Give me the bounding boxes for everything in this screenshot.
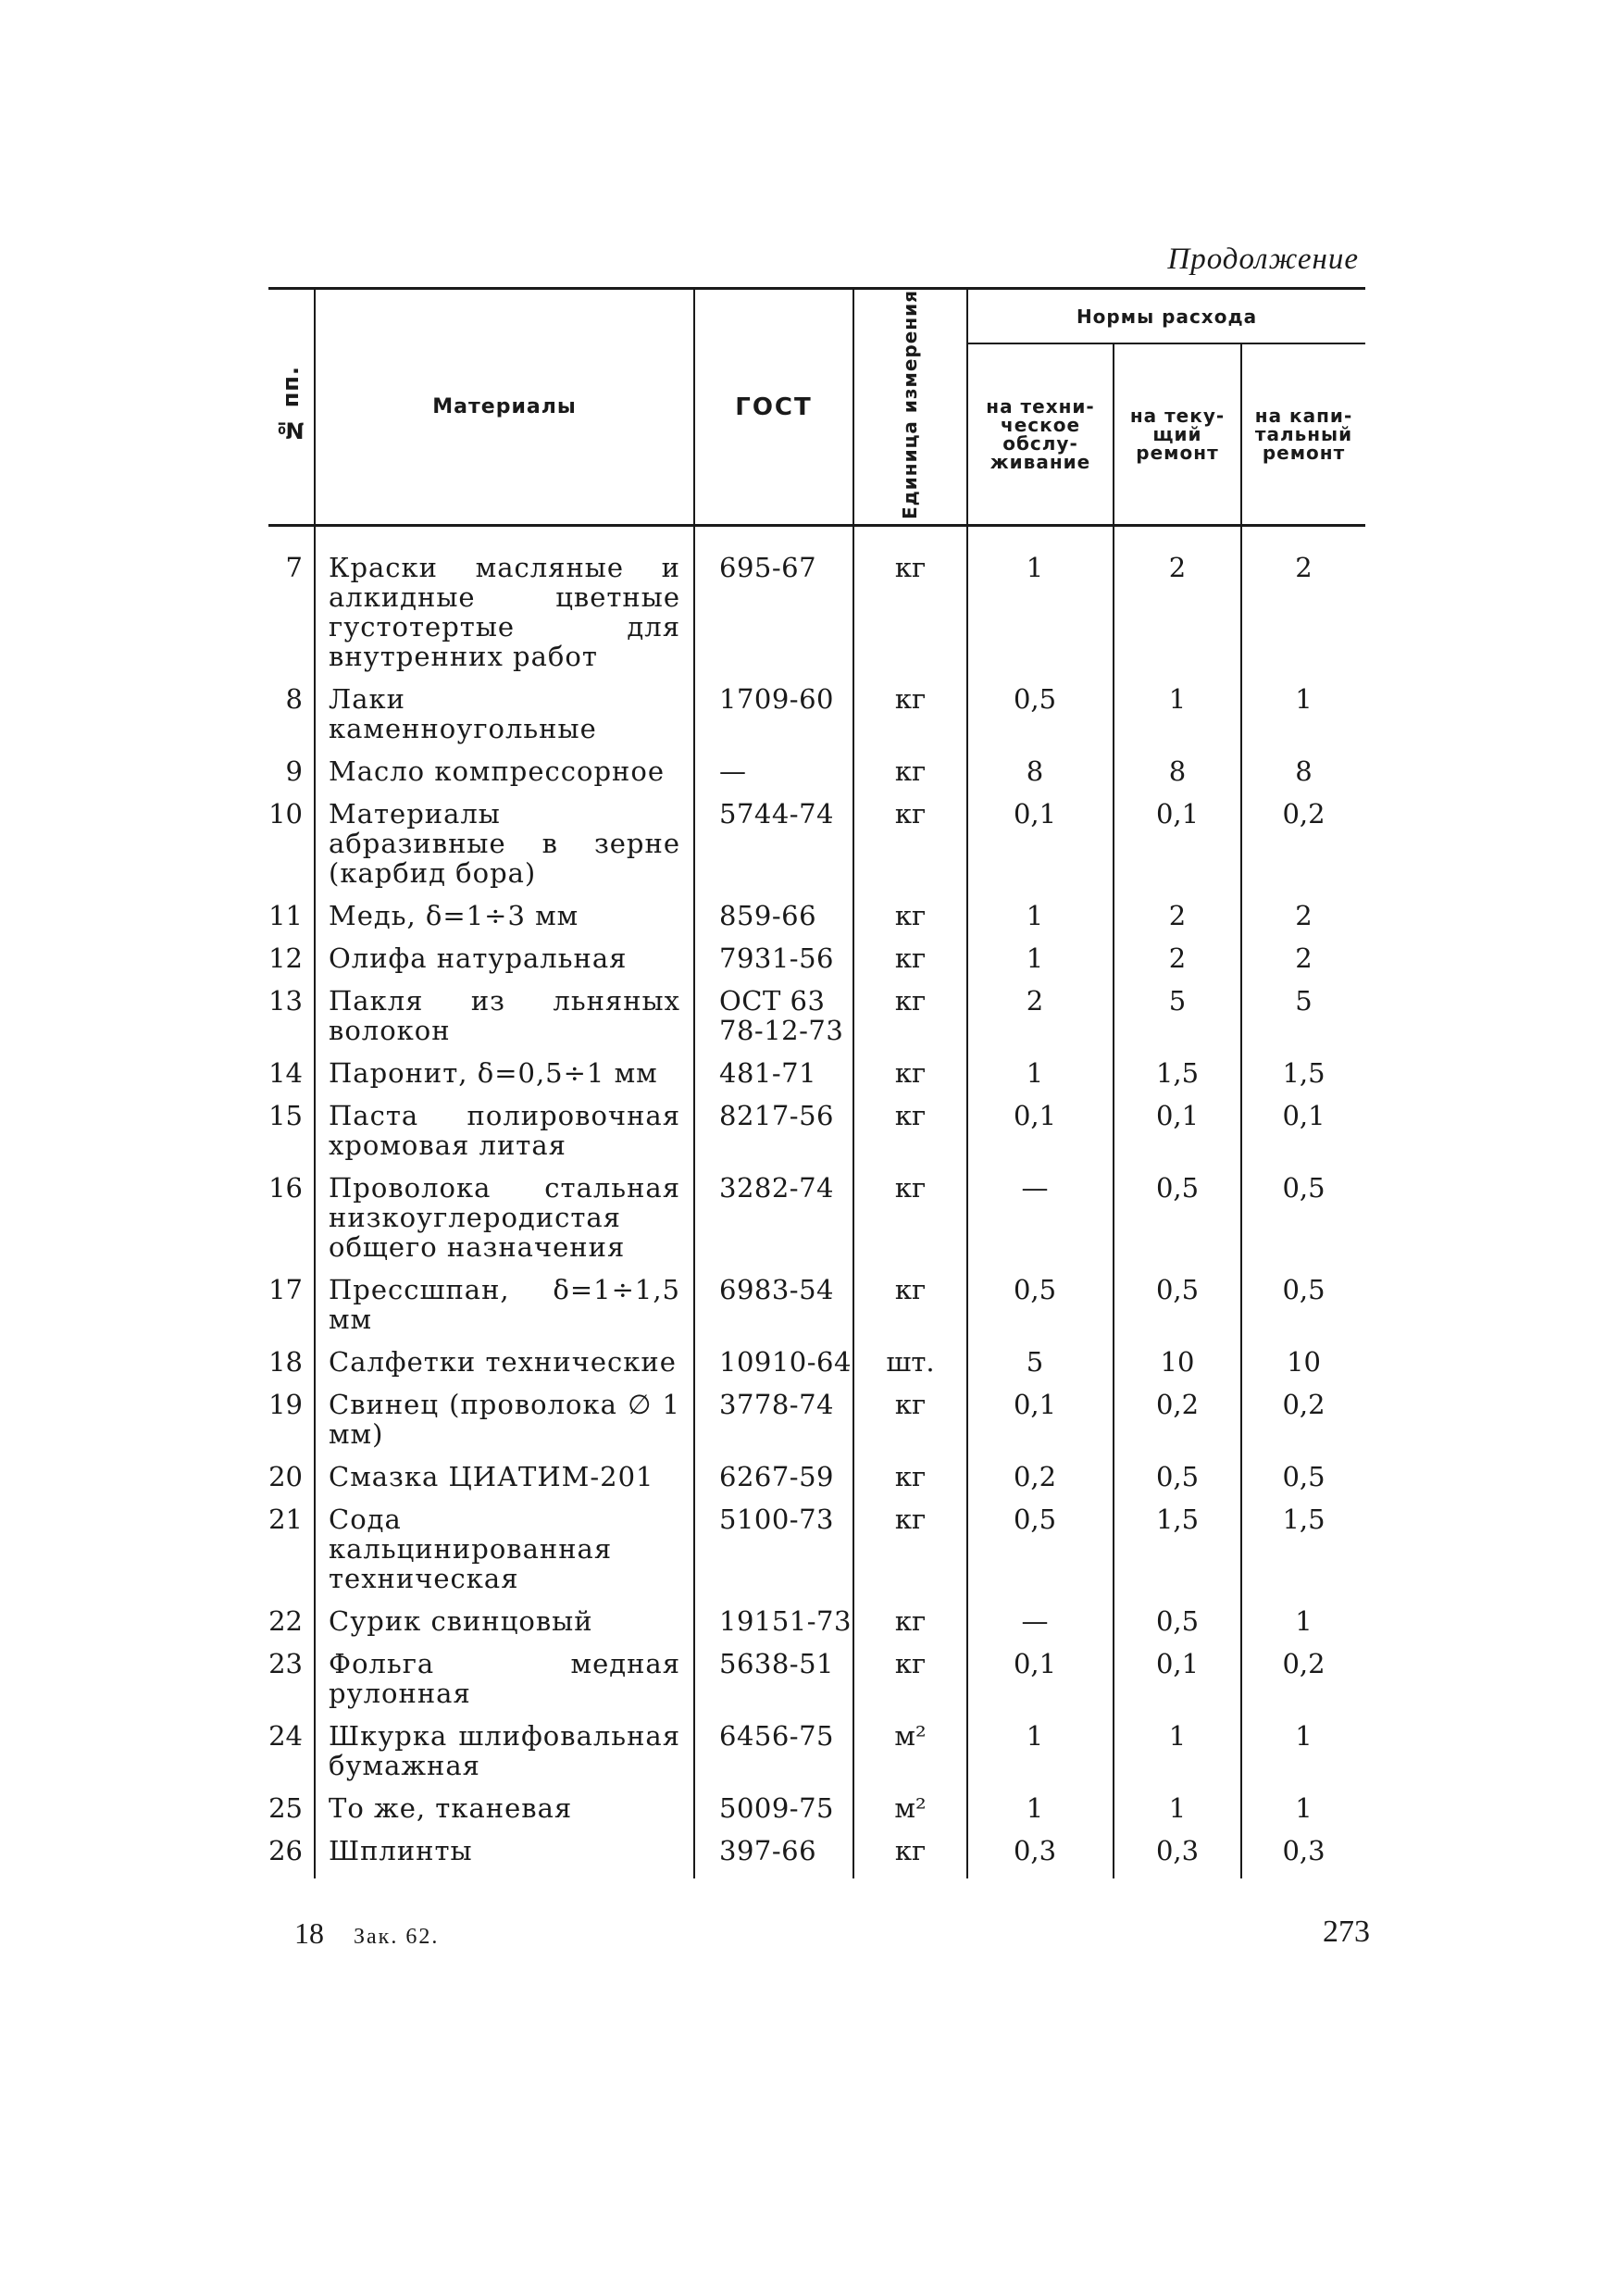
gost-code: 3282-74 bbox=[694, 1173, 853, 1275]
norm-current-repair: 1 bbox=[1114, 1721, 1241, 1793]
norm-capital-repair: 2 bbox=[1241, 526, 1365, 685]
material-name: Паста полировочная хромовая литая bbox=[315, 1101, 694, 1173]
unit-of-measure: кг bbox=[853, 943, 967, 986]
unit-of-measure: м² bbox=[853, 1721, 967, 1793]
norm-maintenance: 1 bbox=[967, 901, 1114, 943]
table-row bbox=[268, 1462, 1365, 1504]
unit-of-measure: кг bbox=[853, 1058, 967, 1101]
table-row bbox=[268, 1721, 1365, 1793]
row-number: 13 bbox=[268, 985, 303, 1017]
column-header-material: Материалы bbox=[315, 289, 694, 526]
norm-maintenance: 1 bbox=[967, 1721, 1114, 1793]
gost-code: 19151-73 bbox=[694, 1606, 853, 1649]
column-header-unit: Единица измерения bbox=[853, 289, 967, 526]
gost-code: 859-66 bbox=[694, 901, 853, 943]
unit-of-measure: кг bbox=[853, 1606, 967, 1649]
norm-current-repair: 2 bbox=[1114, 901, 1241, 943]
table-row bbox=[268, 526, 1365, 685]
unit-of-measure: кг bbox=[853, 901, 967, 943]
norm-maintenance: 2 bbox=[967, 986, 1114, 1058]
norm-maintenance: 1 bbox=[967, 526, 1114, 685]
row-number: 20 bbox=[268, 1461, 303, 1493]
row-number: 18 bbox=[268, 1346, 303, 1379]
row-number: 24 bbox=[268, 1720, 303, 1753]
table-row bbox=[268, 1390, 1365, 1462]
row-number: 14 bbox=[268, 1057, 303, 1090]
table-row bbox=[268, 943, 1365, 986]
norm-current-repair: 0,1 bbox=[1114, 1649, 1241, 1721]
unit-of-measure: кг bbox=[853, 1504, 967, 1606]
unit-of-measure: кг bbox=[853, 986, 967, 1058]
norm-maintenance: 0,5 bbox=[967, 1504, 1114, 1606]
column-group-norms: Нормы расхода bbox=[967, 289, 1365, 344]
norm-current-repair: 8 bbox=[1114, 756, 1241, 799]
norm-current-repair: 0,1 bbox=[1114, 1101, 1241, 1173]
norm-capital-repair: 1 bbox=[1241, 684, 1365, 756]
norm-current-repair: 0,2 bbox=[1114, 1390, 1241, 1462]
table-row bbox=[268, 1793, 1365, 1836]
table-row bbox=[268, 684, 1365, 756]
gost-code: 8217-56 bbox=[694, 1101, 853, 1173]
gost-code: 5744-74 bbox=[694, 799, 853, 901]
norm-capital-repair: 5 bbox=[1241, 986, 1365, 1058]
norm-capital-repair: 0,3 bbox=[1241, 1836, 1365, 1878]
table-row bbox=[268, 1173, 1365, 1275]
table-row bbox=[268, 986, 1365, 1058]
norm-current-repair: 2 bbox=[1114, 526, 1241, 685]
material-name: Шплинты bbox=[315, 1836, 694, 1878]
table-row bbox=[268, 1058, 1365, 1101]
gost-code: 7931-56 bbox=[694, 943, 853, 986]
norm-current-repair: 2 bbox=[1114, 943, 1241, 986]
unit-of-measure: кг bbox=[853, 799, 967, 901]
unit-of-measure: кг bbox=[853, 1173, 967, 1275]
gost-code: 5638-51 bbox=[694, 1649, 853, 1721]
gost-code: 695-67 bbox=[694, 526, 853, 685]
unit-of-measure: кг bbox=[853, 1462, 967, 1504]
row-number: 10 bbox=[268, 798, 303, 830]
material-name: Олифа натуральная bbox=[315, 943, 694, 986]
gost-code: 1709-60 bbox=[694, 684, 853, 756]
norm-maintenance: 0,1 bbox=[967, 1101, 1114, 1173]
norm-maintenance: 1 bbox=[967, 943, 1114, 986]
norm-maintenance: 0,1 bbox=[967, 1390, 1114, 1462]
row-number: 26 bbox=[268, 1835, 303, 1867]
gost-code: 3778-74 bbox=[694, 1390, 853, 1462]
unit-of-measure: кг bbox=[853, 526, 967, 685]
material-name: Смазка ЦИАТИМ-201 bbox=[315, 1462, 694, 1504]
norm-current-repair: 0,5 bbox=[1114, 1462, 1241, 1504]
norm-capital-repair: 0,5 bbox=[1241, 1275, 1365, 1347]
gost-code: 6983-54 bbox=[694, 1275, 853, 1347]
unit-of-measure: кг bbox=[853, 1649, 967, 1721]
norm-current-repair: 1 bbox=[1114, 1793, 1241, 1836]
norm-capital-repair: 1 bbox=[1241, 1721, 1365, 1793]
norm-current-repair: 0,1 bbox=[1114, 799, 1241, 901]
row-number: 7 bbox=[285, 552, 303, 584]
norm-capital-repair: 2 bbox=[1241, 943, 1365, 986]
material-name: Салфетки технические bbox=[315, 1347, 694, 1390]
material-name: Проволока стальная низкоуглеродистая общего назначения bbox=[315, 1173, 694, 1275]
norm-maintenance: 0,1 bbox=[967, 1649, 1114, 1721]
material-name: Медь, δ=1÷3 мм bbox=[315, 901, 694, 943]
unit-of-measure: кг bbox=[853, 1101, 967, 1173]
material-name: Свинец (проволока ∅ 1 мм) bbox=[315, 1390, 694, 1462]
norm-maintenance: 0,5 bbox=[967, 684, 1114, 756]
norm-current-repair: 1,5 bbox=[1114, 1504, 1241, 1606]
norm-maintenance: 0,2 bbox=[967, 1462, 1114, 1504]
norm-current-repair: 0,5 bbox=[1114, 1173, 1241, 1275]
unit-of-measure: кг bbox=[853, 684, 967, 756]
row-number: 17 bbox=[268, 1274, 303, 1306]
column-header-gost: ГОСТ bbox=[694, 289, 853, 526]
gost-code: 5009-75 bbox=[694, 1793, 853, 1836]
material-name: Паронит, δ=0,5÷1 мм bbox=[315, 1058, 694, 1101]
material-name: Масло компрессорное bbox=[315, 756, 694, 799]
table-body bbox=[268, 526, 1365, 1879]
row-number: 16 bbox=[268, 1172, 303, 1204]
norm-maintenance: 5 bbox=[967, 1347, 1114, 1390]
gost-code: 397-66 bbox=[694, 1836, 853, 1878]
norm-current-repair: 1,5 bbox=[1114, 1058, 1241, 1101]
signature-mark: 18 bbox=[294, 1916, 324, 1950]
table-row bbox=[268, 1347, 1365, 1390]
norm-capital-repair: 0,2 bbox=[1241, 1649, 1365, 1721]
row-number: 23 bbox=[268, 1648, 303, 1680]
row-number: 19 bbox=[268, 1389, 303, 1421]
gost-code: 10910-64 bbox=[694, 1347, 853, 1390]
continued-label: Продолжение bbox=[1167, 243, 1359, 276]
gost-code: — bbox=[694, 756, 853, 799]
norm-maintenance: 8 bbox=[967, 756, 1114, 799]
norm-maintenance: 0,1 bbox=[967, 799, 1114, 901]
row-number: 9 bbox=[285, 755, 303, 788]
column-header-capital-repair: на капи- тальный ремонт bbox=[1241, 343, 1365, 525]
column-header-number: № пп. bbox=[268, 289, 315, 526]
table-row bbox=[268, 1275, 1365, 1347]
column-header-current-repair: на теку- щий ремонт bbox=[1114, 343, 1241, 525]
gost-code: ОСТ 63 78-12-73 bbox=[694, 986, 853, 1058]
gost-code: 5100-73 bbox=[694, 1504, 853, 1606]
norm-current-repair: 5 bbox=[1114, 986, 1241, 1058]
unit-of-measure: кг bbox=[853, 756, 967, 799]
table-header bbox=[268, 289, 1365, 526]
norm-capital-repair: 10 bbox=[1241, 1347, 1365, 1390]
material-name: Пакля из льняных волокон bbox=[315, 986, 694, 1058]
norm-maintenance: — bbox=[967, 1606, 1114, 1649]
consumption-norms-table-wrap bbox=[268, 287, 1365, 1878]
material-name: Материалы абразивные в зерне (карбид бора) bbox=[315, 799, 694, 901]
table-row bbox=[268, 1101, 1365, 1173]
norm-current-repair: 0,5 bbox=[1114, 1606, 1241, 1649]
material-name: То же, тканевая bbox=[315, 1793, 694, 1836]
norm-capital-repair: 2 bbox=[1241, 901, 1365, 943]
norm-maintenance: 0,3 bbox=[967, 1836, 1114, 1878]
norm-capital-repair: 1 bbox=[1241, 1606, 1365, 1649]
page-number: 273 bbox=[1323, 1915, 1370, 1949]
row-number: 21 bbox=[268, 1504, 303, 1536]
material-name: Сода кальцинированная техническая bbox=[315, 1504, 694, 1606]
norm-capital-repair: 1,5 bbox=[1241, 1058, 1365, 1101]
unit-of-measure: м² bbox=[853, 1793, 967, 1836]
order-number: Зак. 62. bbox=[354, 1925, 440, 1949]
table-row bbox=[268, 1606, 1365, 1649]
row-number: 25 bbox=[268, 1792, 303, 1825]
unit-of-measure: кг bbox=[853, 1390, 967, 1462]
norm-capital-repair: 0,5 bbox=[1241, 1173, 1365, 1275]
norm-capital-repair: 1,5 bbox=[1241, 1504, 1365, 1606]
table-row bbox=[268, 1504, 1365, 1606]
norm-capital-repair: 0,2 bbox=[1241, 1390, 1365, 1462]
norm-maintenance: 1 bbox=[967, 1793, 1114, 1836]
material-name: Сурик свинцовый bbox=[315, 1606, 694, 1649]
table-row bbox=[268, 799, 1365, 901]
gost-code: 6267-59 bbox=[694, 1462, 853, 1504]
table-row bbox=[268, 1649, 1365, 1721]
norm-maintenance: — bbox=[967, 1173, 1114, 1275]
material-name: Лаки каменноугольные bbox=[315, 684, 694, 756]
row-number: 12 bbox=[268, 942, 303, 975]
norm-capital-repair: 0,5 bbox=[1241, 1462, 1365, 1504]
norm-capital-repair: 8 bbox=[1241, 756, 1365, 799]
row-number: 15 bbox=[268, 1100, 303, 1132]
row-number: 22 bbox=[268, 1605, 303, 1638]
norm-current-repair: 0,5 bbox=[1114, 1275, 1241, 1347]
gost-code: 481-71 bbox=[694, 1058, 853, 1101]
table-row bbox=[268, 1836, 1365, 1878]
material-name: Краски масляные и алкидные цветные густотертые для внутренних работ bbox=[315, 526, 694, 685]
column-header-maintenance: на техни- ческое обслу- живание bbox=[967, 343, 1114, 525]
footer-printing-info bbox=[294, 1916, 439, 1951]
material-name: Прессшпан, δ=1÷1,5 мм bbox=[315, 1275, 694, 1347]
norm-current-repair: 1 bbox=[1114, 684, 1241, 756]
gost-code: 6456-75 bbox=[694, 1721, 853, 1793]
table-row bbox=[268, 756, 1365, 799]
material-name: Фольга медная рулонная bbox=[315, 1649, 694, 1721]
norm-current-repair: 10 bbox=[1114, 1347, 1241, 1390]
norm-capital-repair: 0,1 bbox=[1241, 1101, 1365, 1173]
norm-maintenance: 1 bbox=[967, 1058, 1114, 1101]
norm-maintenance: 0,5 bbox=[967, 1275, 1114, 1347]
table-row bbox=[268, 901, 1365, 943]
unit-of-measure: шт. bbox=[853, 1347, 967, 1390]
row-number: 8 bbox=[285, 683, 303, 716]
unit-of-measure: кг bbox=[853, 1836, 967, 1878]
row-number: 11 bbox=[268, 900, 303, 932]
norm-current-repair: 0,3 bbox=[1114, 1836, 1241, 1878]
unit-of-measure: кг bbox=[853, 1275, 967, 1347]
material-name: Шкурка шлифовальная бумажная bbox=[315, 1721, 694, 1793]
consumption-norms-table bbox=[268, 287, 1365, 1878]
norm-capital-repair: 0,2 bbox=[1241, 799, 1365, 901]
norm-capital-repair: 1 bbox=[1241, 1793, 1365, 1836]
